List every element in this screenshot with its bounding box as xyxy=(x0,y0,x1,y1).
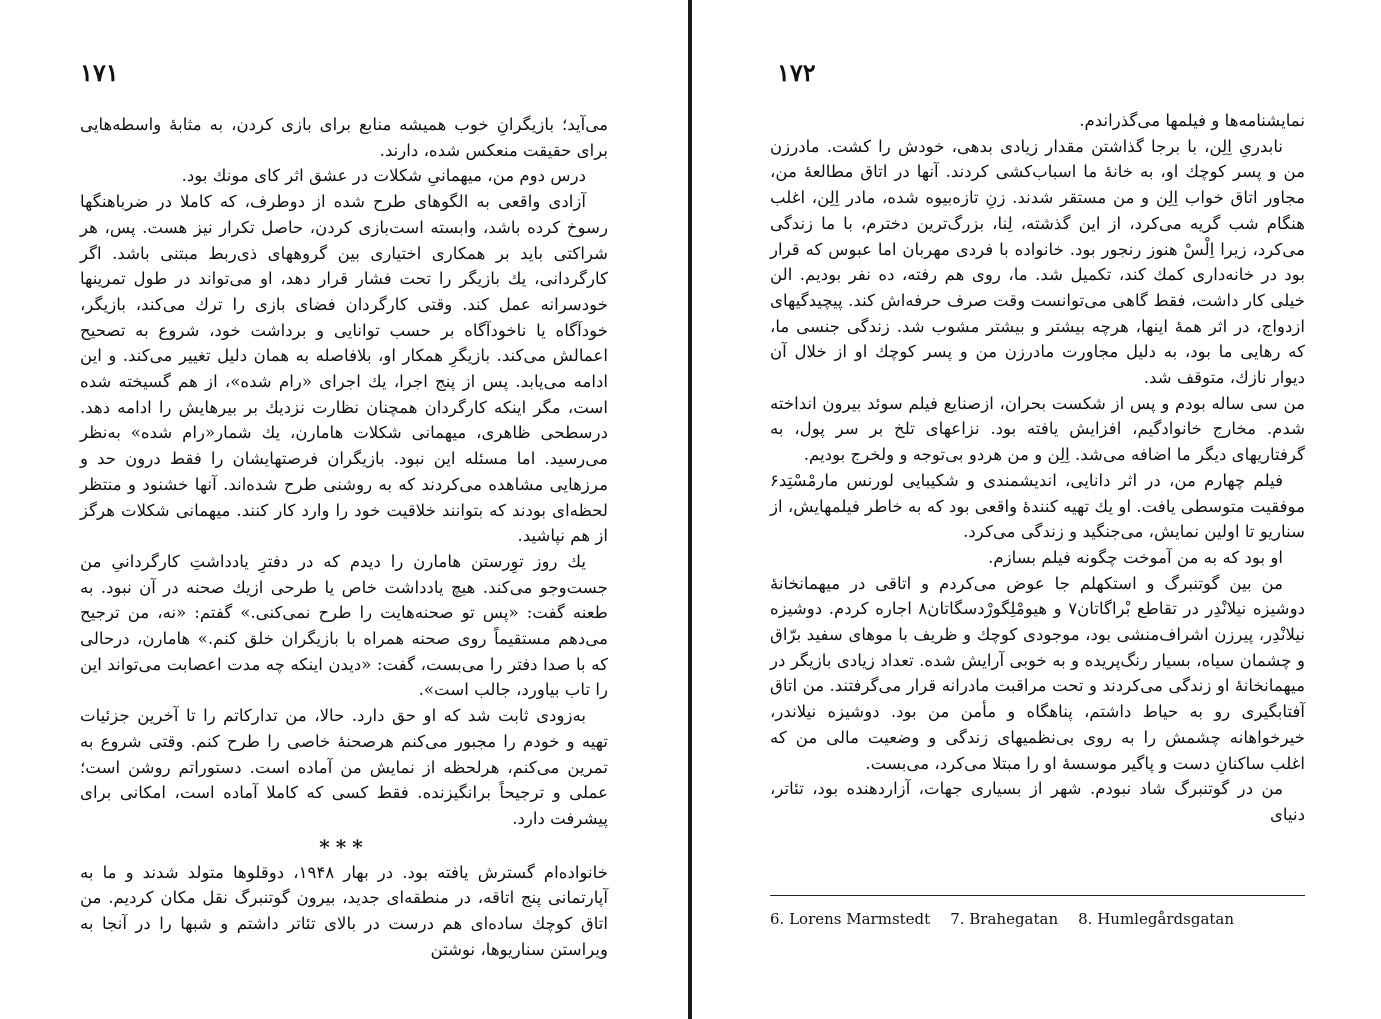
paragraph: آزادی واقعی به الگوهای طرح شده از دوطرف، که کاملا در ضرباهنگها رسوخ کرده باشد، وابسته است‌بازی کردن، حاصل تکرار نیز هست. پس، هر شراکتی باید بر همکاری اختیاری بین گروههای ذی‌ربط مبتنی باشد. اگر کارگردانی، یك بازیگر را تحت فشار قرار دهد، او می‌تواند در طول تمرینها خودسرانه عمل کند. وقتی کارگردان فضای بازی را ترك می‌کند، بازیگر، خودآگاه یا ناخودآگاه بر حسب توانایی و برداشت خود، شروع به تصحیح اعمالش می‌کند. بازیگرِ همکار او، بلافاصله به همان دلیل تغییر می‌کند. و این ادامه می‌یابد. پس از پنج اجرا، یك اجرای «رام شده»، از هم گسیخته شده است، مگر اینکه کارگردان همچنان نظارت نزدیك بر بیرهایش را ادامه دهد. درسطحی ظاهری، میهمانی شکلات هامارن، یك شمار«رام شده» به‌نظر می‌رسید. اما مسئله این نبود. بازیگران فرصتهایشان را فقط درون حد و مرزهایی مشاهده می‌کردند که به روشنی طرح شده‌اند. آنها خشنود و منتظر لحظه‌ای بودند که بتوانند خلاقیت خود را وارد کار کنند. میهمانی شکلات هرگز از هم نپاشید. xyxy=(80,192,608,546)
paragraph: من سی ساله بودم‌ و پس از شکست بحران، ازصنایع فیلم سوئد بیرون انداخته شدم. مخارج خانوادگیم، افزایش یافته بود. نزاعهای تلخ بر سر پول، به گرفتاریهای دیگر ما اضافه می‌شد. اِلِن و من هردو بی‌توجه و ولخرج بودیم. xyxy=(770,393,1305,465)
paragraph: نمایشنامه‌ها و فیلمها می‌گذراندم. xyxy=(1079,111,1305,130)
paragraph: نابدریِ اِلِن، با برجا گذاشتن مقدار زیادی بدهی، خودش را کشت. مادرزن من و پسر کوچك او، به خانهٔ ما اسباب‌کشی کردند. آنها در اتاق مطالعهٔ من، مجاور اتاق خواب اِلِن و من مستقر شدند. زنِ تازه‌بیوه شده، مادر اِلِن، اغلب هنگام شب گریه می‌کرد، از این گذشته، لِنا، بزرگ‌ترین دخترم، با ما زندگی می‌کرد، زیرا اِلْسْ هنوز رنجور بود. خانواده با فردی مهربان اما عبوس که قرار بود در خانه‌داری کمك کند، تکمیل شد. ما، روی هم رفته، ده نفر بودیم. الن خیلی کار داشت، فقط گاهی می‌توانست وقت صرف حرفه‌اش کند. پیچیدگیهای ازدواج، در اثر همهٔ اینها، هرچه بیشتر و بیشتر مشوب شد. زندگی جنسی ما، که رهایی ما بود، به دلیل مجاورت مادرزن من و پسر کوچك او از خلال آن دیوار نازك، متوقف شد. xyxy=(770,136,1305,388)
page-number: ۱۷۲ xyxy=(777,58,816,87)
footnote-divider xyxy=(770,895,1305,896)
paragraph: خانواده‌ام گسترش یافته بود. در بهار ۱۹۴۸، دوقلوها متولد شدند و ما به آپارتمانی پنج اتاقه، در منطقه‌ای جدید، بیرون گوتنبرگ نقل مکان کردیم. من اتاق کوچك ساده‌ای هم درست در بالای تئاتر داشتم و شبها را در آنجا به ویراستن سناریوها، نوشتن xyxy=(80,862,608,959)
paragraph: من بین گوتنبرگ و استکهلم جا عوض می‌کردم و اتاقی در میهمانخانهٔ دوشیزه نیلانْدِر در تقاطع بْراگاتان۷ و هیومْلِگورْدسگاتان۸ اجاره کردم. دوشیزه نیلانْدِر، پیرزن اشراف‌منشی بود، موجودی کوچك و ظریف با موهای سفید برّاق و چشمان سیاه، بسیار رنگ‌پریده و به خوبی آرایش شده. تعداد زیادی بازیگر در میهمانخانهٔ او زندگی می‌کردند و تحت مراقبت مادرانه قرار می‌گرفتند. من اتاق آفتابگیری رو به حیاط داشتم، پناهگاه و مأمن من بود. دوشیزه نیلاندر، خیرخواهانه چشمش را به روی بی‌نظمیهای زندگی و وضعیت مالی من که اغلب ساکنانِ دست‌ و پاگیر موسسهٔ او را مبتلا می‌کرد، می‌بست. xyxy=(770,573,1305,773)
footnote: 7. Brahegatan xyxy=(950,910,1059,928)
page-body xyxy=(80,112,608,963)
section-separator: *** xyxy=(319,834,369,859)
paragraph: او بود که به من آموخت چگونه فیلم بسازم. xyxy=(988,547,1283,567)
paragraph: من در گوتنبرگ شاد نبودم. شهر از بسیاری جهات، آزاردهنده بود، تئاتر، دنیای xyxy=(770,779,1305,824)
page-number: ۱۷۱ xyxy=(80,58,119,87)
paragraph: یك روز توِرستن هامارن را دیدم که در دفترِ یادداشتِ کارگردانیِ من جست‌وجو می‌کند. هیچ یادداشت خاص یا طرحی ازیك صحنه در آن نبود. به طعنه گفت: «پس تو صحنه‌هایت را طرح نمی‌کنی.» گفتم: «نه، من ترجیح می‌دهم مستقیماً روی صحنه همراه با بازیگران خلق کنم.» هامارن، درحالی که با صدا دفتر را می‌بست، گفت: «دیدن اینکه چه مدت اعصابت می‌تواند این را تاب بیاورد، جالب است». xyxy=(80,551,608,700)
page-body xyxy=(770,108,1305,828)
paragraph: به‌زودی ثابت شد که او حق دارد. حالا، من تدارکاتم را تا آخرین جزئیات تهیه و خودم را مجبور می‌کنم هرصحنهٔ خاصی را طرح کنم. وقتی شروع به تمرین می‌کنم، هرلحظه از نمایش من آماده است. دستوراتم روشن است؛ عملی و ترجیحاً برانگیزنده. فقط کسی که کاملا آماده است، امکانی برای پیشرفت دارد. xyxy=(80,706,608,828)
left-page xyxy=(0,0,688,1019)
footnotes xyxy=(770,910,1305,928)
book-spine xyxy=(688,0,692,1019)
footnote: 8. Humlegårdsgatan xyxy=(1078,910,1235,928)
footnote: 6. Lorens Marmstedt xyxy=(770,910,931,928)
paragraph: می‌آید؛ بازیگرانِ خوب همیشه منابع برای بازی کردن، به مثابهٔ واسطه‌هایی برای حقیقت منعکس شده، دارند. xyxy=(80,115,608,160)
paragraph: فیلم چهارم من، در اثر دانایی، اندیشمندی و شکیبایی لورنس مارمْسْتِد۶ موفقیت متوسطی یافت. او یك تهیه کنندهٔ واقعی بود که به خاطر فیلمهایش، از سناریو تا اولین نمایش، می‌جنگید و زندگی می‌کرد. xyxy=(770,470,1305,542)
right-page xyxy=(693,0,1381,1019)
paragraph: درس دوم من، میهمانیِ شکلات در عشق اثر کای مونك بود. xyxy=(181,166,586,186)
